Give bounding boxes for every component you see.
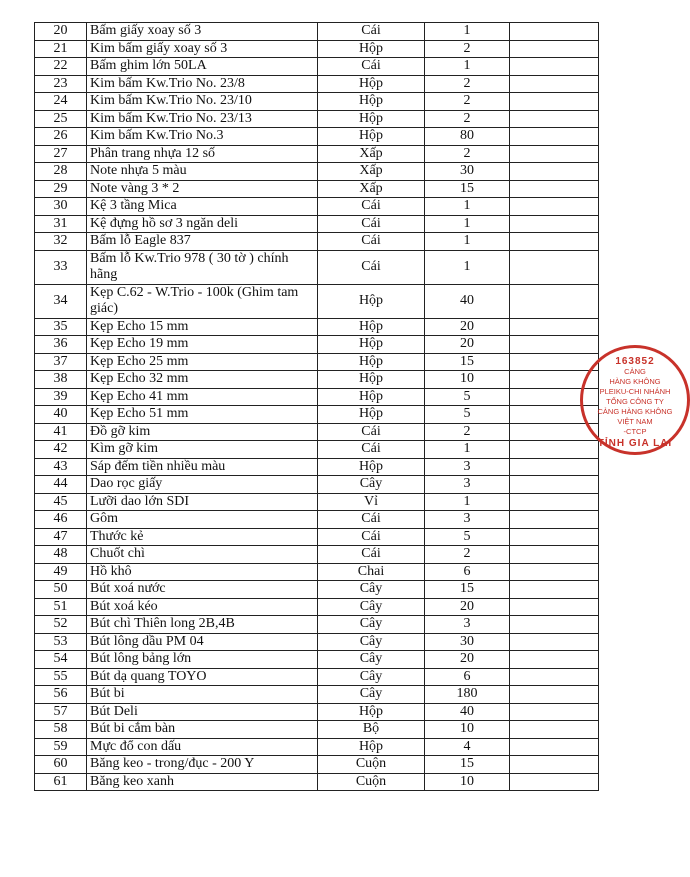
- table-row: [35, 756, 599, 774]
- item-note: [510, 58, 599, 76]
- item-name: Bút bi cắm bàn: [87, 721, 318, 739]
- item-note: [510, 476, 599, 494]
- table-row: [35, 58, 599, 76]
- item-quantity: 4: [425, 738, 510, 756]
- item-unit: Hộp: [318, 318, 425, 336]
- item-note: [510, 336, 599, 354]
- item-unit: Hộp: [318, 336, 425, 354]
- item-name: Kim bấm Kw.Trio No. 23/8: [87, 75, 318, 93]
- item-name: Bút lông dầu PM 04: [87, 633, 318, 651]
- table-row: [35, 423, 599, 441]
- row-number: 30: [35, 198, 87, 216]
- item-quantity: 1: [425, 23, 510, 41]
- item-quantity: 6: [425, 668, 510, 686]
- item-note: [510, 458, 599, 476]
- item-note: [510, 686, 599, 704]
- item-name: Bút lông bảng lớn: [87, 651, 318, 669]
- item-quantity: 20: [425, 336, 510, 354]
- item-name: Kim bấm Kw.Trio No. 23/13: [87, 110, 318, 128]
- table-row: [35, 493, 599, 511]
- item-note: [510, 198, 599, 216]
- row-number: 57: [35, 703, 87, 721]
- item-unit: Vỉ: [318, 493, 425, 511]
- item-name: Kệ 3 tầng Mica: [87, 198, 318, 216]
- item-quantity: 15: [425, 180, 510, 198]
- item-name: Kim bấm Kw.Trio No. 23/10: [87, 93, 318, 111]
- table-row: [35, 458, 599, 476]
- item-quantity: 1: [425, 198, 510, 216]
- item-note: [510, 40, 599, 58]
- item-quantity: 2: [425, 93, 510, 111]
- row-number: 27: [35, 145, 87, 163]
- item-note: [510, 110, 599, 128]
- item-quantity: 40: [425, 703, 510, 721]
- item-unit: Cái: [318, 441, 425, 459]
- row-number: 32: [35, 233, 87, 251]
- supplies-table-body: [35, 23, 599, 791]
- item-quantity: 3: [425, 511, 510, 529]
- item-quantity: 1: [425, 215, 510, 233]
- row-number: 43: [35, 458, 87, 476]
- item-name: Dao rọc giấy: [87, 476, 318, 494]
- row-number: 37: [35, 353, 87, 371]
- table-row: [35, 546, 599, 564]
- item-unit: Cái: [318, 58, 425, 76]
- table-row: [35, 163, 599, 181]
- item-name: Bút xoá nước: [87, 581, 318, 599]
- item-quantity: 10: [425, 721, 510, 739]
- seal-lines: [583, 367, 687, 437]
- row-number: 51: [35, 598, 87, 616]
- item-quantity: 20: [425, 318, 510, 336]
- item-name: Kim bấm Kw.Trio No.3: [87, 128, 318, 146]
- item-quantity: 15: [425, 756, 510, 774]
- table-row: [35, 476, 599, 494]
- item-quantity: 2: [425, 40, 510, 58]
- item-unit: Cây: [318, 476, 425, 494]
- row-number: 28: [35, 163, 87, 181]
- item-note: [510, 511, 599, 529]
- item-unit: Cây: [318, 651, 425, 669]
- item-name: Kẹp Echo 32 mm: [87, 371, 318, 389]
- item-quantity: 2: [425, 110, 510, 128]
- seal-line: -CTCP: [623, 427, 647, 436]
- item-name: Kẹp Echo 25 mm: [87, 353, 318, 371]
- item-quantity: 3: [425, 616, 510, 634]
- item-unit: Hộp: [318, 371, 425, 389]
- item-unit: Hộp: [318, 388, 425, 406]
- item-note: [510, 284, 599, 318]
- item-name: Bấm lỗ Eagle 837: [87, 233, 318, 251]
- item-note: [510, 546, 599, 564]
- item-note: [510, 145, 599, 163]
- item-note: [510, 738, 599, 756]
- item-unit: Cuộn: [318, 756, 425, 774]
- table-row: [35, 353, 599, 371]
- row-number: 60: [35, 756, 87, 774]
- item-unit: Cây: [318, 686, 425, 704]
- item-unit: Cái: [318, 528, 425, 546]
- row-number: 22: [35, 58, 87, 76]
- row-number: 49: [35, 563, 87, 581]
- item-unit: Cây: [318, 616, 425, 634]
- item-quantity: 80: [425, 128, 510, 146]
- item-name: Băng keo xanh: [87, 773, 318, 791]
- item-note: [510, 563, 599, 581]
- item-quantity: 30: [425, 163, 510, 181]
- table-row: [35, 233, 599, 251]
- row-number: 56: [35, 686, 87, 704]
- seal-number: 163852: [615, 356, 655, 367]
- item-quantity: 2: [425, 145, 510, 163]
- row-number: 46: [35, 511, 87, 529]
- item-note: [510, 668, 599, 686]
- item-note: [510, 250, 599, 284]
- item-name: Bút bi: [87, 686, 318, 704]
- row-number: 34: [35, 284, 87, 318]
- table-row: [35, 93, 599, 111]
- item-quantity: 1: [425, 233, 510, 251]
- item-note: [510, 773, 599, 791]
- item-name: Kẹp Echo 41 mm: [87, 388, 318, 406]
- item-unit: Cái: [318, 546, 425, 564]
- item-note: [510, 23, 599, 41]
- item-name: Kẹp C.62 - W.Trio - 100k (Ghim tam giác): [87, 284, 318, 318]
- item-unit: Hộp: [318, 458, 425, 476]
- seal-line: CẢNG HÀNG KHÔNG: [597, 407, 673, 416]
- table-row: [35, 388, 599, 406]
- table-row: [35, 23, 599, 41]
- row-number: 36: [35, 336, 87, 354]
- item-unit: Xấp: [318, 145, 425, 163]
- item-quantity: 3: [425, 458, 510, 476]
- item-name: Gôm: [87, 511, 318, 529]
- item-quantity: 6: [425, 563, 510, 581]
- item-unit: Chai: [318, 563, 425, 581]
- item-note: [510, 581, 599, 599]
- item-note: [510, 128, 599, 146]
- item-note: [510, 233, 599, 251]
- table-row: [35, 511, 599, 529]
- item-note: [510, 721, 599, 739]
- item-name: Bút chì Thiên long 2B,4B: [87, 616, 318, 634]
- item-note: [510, 651, 599, 669]
- item-unit: Cuộn: [318, 773, 425, 791]
- item-name: Sáp đếm tiền nhiều màu: [87, 458, 318, 476]
- item-name: Hồ khô: [87, 563, 318, 581]
- item-note: [510, 756, 599, 774]
- item-unit: Cái: [318, 511, 425, 529]
- table-row: [35, 598, 599, 616]
- item-quantity: 5: [425, 406, 510, 424]
- table-row: [35, 633, 599, 651]
- table-row: [35, 738, 599, 756]
- item-unit: Cái: [318, 233, 425, 251]
- row-number: 38: [35, 371, 87, 389]
- item-unit: Hộp: [318, 406, 425, 424]
- item-unit: Hộp: [318, 703, 425, 721]
- row-number: 54: [35, 651, 87, 669]
- row-number: 26: [35, 128, 87, 146]
- row-number: 44: [35, 476, 87, 494]
- item-quantity: 1: [425, 441, 510, 459]
- row-number: 52: [35, 616, 87, 634]
- item-quantity: 30: [425, 633, 510, 651]
- item-unit: Hộp: [318, 284, 425, 318]
- table-row: [35, 406, 599, 424]
- table-row: [35, 110, 599, 128]
- row-number: 40: [35, 406, 87, 424]
- table-row: [35, 215, 599, 233]
- item-note: [510, 528, 599, 546]
- item-unit: Cái: [318, 423, 425, 441]
- item-quantity: 2: [425, 423, 510, 441]
- item-name: Thước kẻ: [87, 528, 318, 546]
- table-row: [35, 528, 599, 546]
- item-quantity: 3: [425, 476, 510, 494]
- row-number: 24: [35, 93, 87, 111]
- table-row: [35, 180, 599, 198]
- table-row: [35, 250, 599, 284]
- item-note: [510, 180, 599, 198]
- item-name: Bấm lỗ Kw.Trio 978 ( 30 tờ ) chính hãng: [87, 250, 318, 284]
- table-row: [35, 441, 599, 459]
- table-row: [35, 198, 599, 216]
- table-row: [35, 336, 599, 354]
- item-quantity: 20: [425, 651, 510, 669]
- item-name: Kìm gỡ kim: [87, 441, 318, 459]
- row-number: 33: [35, 250, 87, 284]
- item-quantity: 2: [425, 546, 510, 564]
- row-number: 20: [35, 23, 87, 41]
- table-row: [35, 371, 599, 389]
- table-row: [35, 581, 599, 599]
- item-unit: Xấp: [318, 180, 425, 198]
- row-number: 45: [35, 493, 87, 511]
- table-row: [35, 721, 599, 739]
- item-note: [510, 493, 599, 511]
- item-unit: Cây: [318, 598, 425, 616]
- item-name: Bút dạ quang TOYO: [87, 668, 318, 686]
- item-note: [510, 215, 599, 233]
- table-row: [35, 75, 599, 93]
- item-quantity: 40: [425, 284, 510, 318]
- table-row: [35, 145, 599, 163]
- item-name: Mực đổ con dấu: [87, 738, 318, 756]
- item-quantity: 15: [425, 353, 510, 371]
- item-note: [510, 318, 599, 336]
- item-name: Kệ đựng hồ sơ 3 ngăn deli: [87, 215, 318, 233]
- item-note: [510, 633, 599, 651]
- item-name: Note vàng 3 * 2: [87, 180, 318, 198]
- item-quantity: 10: [425, 773, 510, 791]
- item-unit: Hộp: [318, 110, 425, 128]
- seal-line: VIỆT NAM: [617, 417, 653, 426]
- item-note: [510, 163, 599, 181]
- row-number: 55: [35, 668, 87, 686]
- item-name: Chuốt chì: [87, 546, 318, 564]
- item-name: Bút xoá kéo: [87, 598, 318, 616]
- item-quantity: 1: [425, 58, 510, 76]
- row-number: 53: [35, 633, 87, 651]
- item-quantity: 2: [425, 75, 510, 93]
- item-note: [510, 75, 599, 93]
- item-name: Lưỡi dao lớn SDI: [87, 493, 318, 511]
- seal-line: CẢNG: [624, 367, 646, 376]
- item-unit: Cái: [318, 198, 425, 216]
- item-note: [510, 598, 599, 616]
- item-name: Đồ gỡ kim: [87, 423, 318, 441]
- item-name: Kẹp Echo 51 mm: [87, 406, 318, 424]
- item-quantity: 1: [425, 250, 510, 284]
- row-number: 48: [35, 546, 87, 564]
- table-row: [35, 668, 599, 686]
- row-number: 50: [35, 581, 87, 599]
- item-note: [510, 93, 599, 111]
- row-number: 58: [35, 721, 87, 739]
- row-number: 35: [35, 318, 87, 336]
- item-quantity: 5: [425, 388, 510, 406]
- item-unit: Hộp: [318, 40, 425, 58]
- item-unit: Cái: [318, 215, 425, 233]
- table-row: [35, 318, 599, 336]
- table-row: [35, 773, 599, 791]
- item-unit: Hộp: [318, 93, 425, 111]
- item-note: [510, 703, 599, 721]
- row-number: 47: [35, 528, 87, 546]
- item-name: Kẹp Echo 15 mm: [87, 318, 318, 336]
- item-unit: Hộp: [318, 128, 425, 146]
- row-number: 61: [35, 773, 87, 791]
- item-unit: Bộ: [318, 721, 425, 739]
- table-row: [35, 686, 599, 704]
- item-quantity: 15: [425, 581, 510, 599]
- row-number: 41: [35, 423, 87, 441]
- item-quantity: 1: [425, 493, 510, 511]
- item-name: Băng keo - trong/đục - 200 Y: [87, 756, 318, 774]
- item-unit: Cái: [318, 250, 425, 284]
- item-unit: Cây: [318, 633, 425, 651]
- table-row: [35, 703, 599, 721]
- table-row: [35, 563, 599, 581]
- item-name: Kim bấm giấy xoay số 3: [87, 40, 318, 58]
- item-note: [510, 616, 599, 634]
- row-number: 31: [35, 215, 87, 233]
- row-number: 39: [35, 388, 87, 406]
- row-number: 21: [35, 40, 87, 58]
- item-unit: Cây: [318, 668, 425, 686]
- row-number: 23: [35, 75, 87, 93]
- seal-line: PLEIKU-CHI NHÁNH: [599, 387, 671, 396]
- seal-line: TỔNG CÔNG TY: [606, 397, 664, 406]
- table-row: [35, 128, 599, 146]
- item-quantity: 5: [425, 528, 510, 546]
- item-unit: Hộp: [318, 75, 425, 93]
- item-quantity: 10: [425, 371, 510, 389]
- row-number: 59: [35, 738, 87, 756]
- item-name: Phân trang nhựa 12 số: [87, 145, 318, 163]
- item-name: Kẹp Echo 19 mm: [87, 336, 318, 354]
- item-unit: Hộp: [318, 353, 425, 371]
- seal-line: HÀNG KHÔNG: [609, 377, 661, 386]
- item-unit: Cây: [318, 581, 425, 599]
- company-seal: [580, 345, 690, 455]
- item-name: Bút Deli: [87, 703, 318, 721]
- row-number: 29: [35, 180, 87, 198]
- item-quantity: 20: [425, 598, 510, 616]
- item-unit: Cái: [318, 23, 425, 41]
- table-row: [35, 616, 599, 634]
- row-number: 25: [35, 110, 87, 128]
- item-name: Note nhựa 5 màu: [87, 163, 318, 181]
- supplies-table: [34, 22, 599, 791]
- item-name: Bấm giấy xoay số 3: [87, 23, 318, 41]
- table-row: [35, 651, 599, 669]
- seal-province: TỈNH GIA LAI: [597, 438, 673, 449]
- item-unit: Hộp: [318, 738, 425, 756]
- item-quantity: 180: [425, 686, 510, 704]
- table-row: [35, 284, 599, 318]
- item-unit: Xấp: [318, 163, 425, 181]
- table-row: [35, 40, 599, 58]
- row-number: 42: [35, 441, 87, 459]
- item-name: Bấm ghim lớn 50LA: [87, 58, 318, 76]
